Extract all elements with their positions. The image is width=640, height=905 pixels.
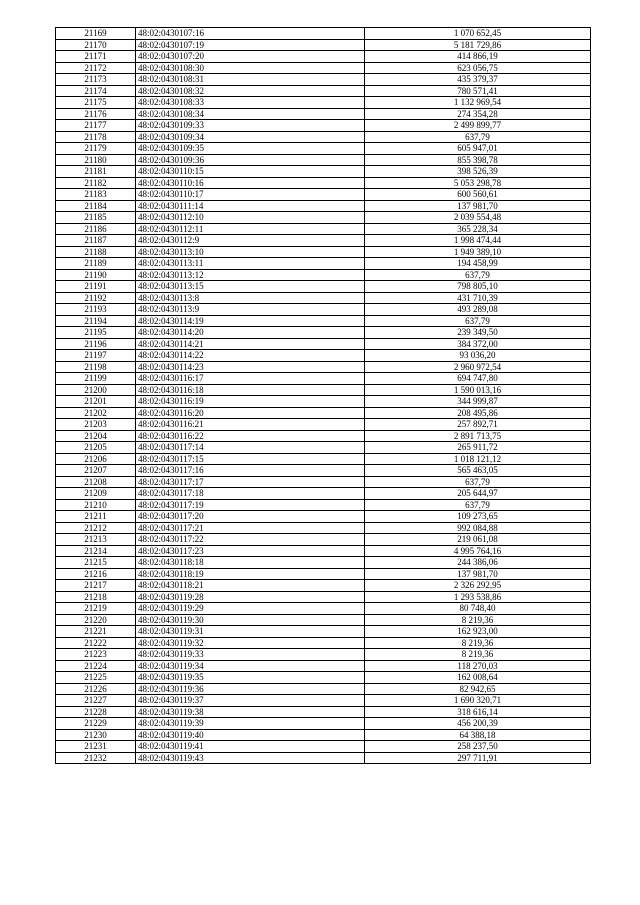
table-row bbox=[56, 706, 591, 718]
cadastral-number-cell: 48:02:0430118:19 bbox=[136, 568, 365, 580]
table-row bbox=[56, 177, 591, 189]
row-number-cell: 21222 bbox=[56, 637, 136, 649]
cadastral-number-cell: 48:02:0430112:9 bbox=[136, 235, 365, 247]
table-row bbox=[56, 637, 591, 649]
table-row bbox=[56, 591, 591, 603]
cadastral-value-cell: 431 710,39 bbox=[365, 292, 591, 304]
cadastral-number-cell: 48:02:0430114:22 bbox=[136, 350, 365, 362]
row-number-cell: 21177 bbox=[56, 120, 136, 132]
cadastral-number-cell: 48:02:0430113:10 bbox=[136, 246, 365, 258]
row-number-cell: 21224 bbox=[56, 660, 136, 672]
row-number-cell: 21213 bbox=[56, 534, 136, 546]
table-row bbox=[56, 327, 591, 339]
cadastral-number-cell: 48:02:0430113:12 bbox=[136, 269, 365, 281]
table-row bbox=[56, 350, 591, 362]
cadastral-number-cell: 48:02:0430108:30 bbox=[136, 62, 365, 74]
row-number-cell: 21203 bbox=[56, 419, 136, 431]
table-row bbox=[56, 499, 591, 511]
row-number-cell: 21229 bbox=[56, 718, 136, 730]
cadastral-value-cell: 1 590 013,16 bbox=[365, 384, 591, 396]
row-number-cell: 21206 bbox=[56, 453, 136, 465]
cadastral-number-cell: 48:02:0430109:34 bbox=[136, 131, 365, 143]
cadastral-number-cell: 48:02:0430119:28 bbox=[136, 591, 365, 603]
cadastral-value-table bbox=[55, 27, 591, 764]
row-number-cell: 21193 bbox=[56, 304, 136, 316]
table-row bbox=[56, 246, 591, 258]
table-row bbox=[56, 189, 591, 201]
table-row bbox=[56, 315, 591, 327]
cadastral-value-cell: 493 289,08 bbox=[365, 304, 591, 316]
cadastral-number-cell: 48:02:0430117:23 bbox=[136, 545, 365, 557]
table-row bbox=[56, 292, 591, 304]
cadastral-number-cell: 48:02:0430113:11 bbox=[136, 258, 365, 270]
cadastral-number-cell: 48:02:0430117:17 bbox=[136, 476, 365, 488]
cadastral-value-cell: 93 036,20 bbox=[365, 350, 591, 362]
cadastral-number-cell: 48:02:0430114:23 bbox=[136, 361, 365, 373]
row-number-cell: 21173 bbox=[56, 74, 136, 86]
cadastral-number-cell: 48:02:0430119:29 bbox=[136, 603, 365, 615]
cadastral-number-cell: 48:02:0430119:31 bbox=[136, 626, 365, 638]
cadastral-value-cell: 137 981,70 bbox=[365, 200, 591, 212]
row-number-cell: 21194 bbox=[56, 315, 136, 327]
row-number-cell: 21209 bbox=[56, 488, 136, 500]
cadastral-number-cell: 48:02:0430118:18 bbox=[136, 557, 365, 569]
cadastral-number-cell: 48:02:0430108:33 bbox=[136, 97, 365, 109]
row-number-cell: 21187 bbox=[56, 235, 136, 247]
table-row bbox=[56, 74, 591, 86]
cadastral-value-cell: 4 995 764,16 bbox=[365, 545, 591, 557]
cadastral-value-cell: 855 398,78 bbox=[365, 154, 591, 166]
row-number-cell: 21218 bbox=[56, 591, 136, 603]
cadastral-number-cell: 48:02:0430119:30 bbox=[136, 614, 365, 626]
cadastral-number-cell: 48:02:0430111:14 bbox=[136, 200, 365, 212]
cadastral-value-cell: 257 892,71 bbox=[365, 419, 591, 431]
row-number-cell: 21216 bbox=[56, 568, 136, 580]
table-row bbox=[56, 384, 591, 396]
row-number-cell: 21220 bbox=[56, 614, 136, 626]
cadastral-number-cell: 48:02:0430117:22 bbox=[136, 534, 365, 546]
table-row bbox=[56, 522, 591, 534]
table-row bbox=[56, 729, 591, 741]
cadastral-value-cell: 456 200,39 bbox=[365, 718, 591, 730]
table-row bbox=[56, 557, 591, 569]
cadastral-value-cell: 1 018 121,12 bbox=[365, 453, 591, 465]
table-row bbox=[56, 281, 591, 293]
row-number-cell: 21182 bbox=[56, 177, 136, 189]
table-row bbox=[56, 97, 591, 109]
row-number-cell: 21196 bbox=[56, 338, 136, 350]
cadastral-value-cell: 8 219,36 bbox=[365, 614, 591, 626]
row-number-cell: 21204 bbox=[56, 430, 136, 442]
cadastral-number-cell: 48:02:0430107:16 bbox=[136, 28, 365, 40]
table-row bbox=[56, 28, 591, 40]
row-number-cell: 21179 bbox=[56, 143, 136, 155]
cadastral-number-cell: 48:02:0430119:34 bbox=[136, 660, 365, 672]
row-number-cell: 21214 bbox=[56, 545, 136, 557]
table-row bbox=[56, 143, 591, 155]
cadastral-value-cell: 258 237,50 bbox=[365, 741, 591, 753]
row-number-cell: 21198 bbox=[56, 361, 136, 373]
row-number-cell: 21215 bbox=[56, 557, 136, 569]
row-number-cell: 21208 bbox=[56, 476, 136, 488]
table-row bbox=[56, 200, 591, 212]
cadastral-value-cell: 344 999,87 bbox=[365, 396, 591, 408]
cadastral-number-cell: 48:02:0430119:35 bbox=[136, 672, 365, 684]
table-row bbox=[56, 269, 591, 281]
cadastral-value-cell: 162 008,64 bbox=[365, 672, 591, 684]
cadastral-value-cell: 8 219,36 bbox=[365, 649, 591, 661]
table-row bbox=[56, 108, 591, 120]
cadastral-value-cell: 2 499 899,77 bbox=[365, 120, 591, 132]
cadastral-number-cell: 48:02:0430117:14 bbox=[136, 442, 365, 454]
table-row bbox=[56, 476, 591, 488]
row-number-cell: 21176 bbox=[56, 108, 136, 120]
row-number-cell: 21180 bbox=[56, 154, 136, 166]
row-number-cell: 21205 bbox=[56, 442, 136, 454]
cadastral-number-cell: 48:02:0430119:43 bbox=[136, 752, 365, 764]
cadastral-value-cell: 5 181 729,86 bbox=[365, 39, 591, 51]
table-row bbox=[56, 62, 591, 74]
cadastral-number-cell: 48:02:0430112:10 bbox=[136, 212, 365, 224]
table-row bbox=[56, 419, 591, 431]
cadastral-number-cell: 48:02:0430118:21 bbox=[136, 580, 365, 592]
table-row bbox=[56, 614, 591, 626]
table-row bbox=[56, 304, 591, 316]
cadastral-number-cell: 48:02:0430116:17 bbox=[136, 373, 365, 385]
cadastral-value-cell: 137 981,70 bbox=[365, 568, 591, 580]
table-row bbox=[56, 660, 591, 672]
table-row bbox=[56, 534, 591, 546]
cadastral-value-cell: 205 644,97 bbox=[365, 488, 591, 500]
cadastral-number-cell: 48:02:0430110:15 bbox=[136, 166, 365, 178]
cadastral-value-cell: 80 748,40 bbox=[365, 603, 591, 615]
table-row bbox=[56, 626, 591, 638]
cadastral-value-cell: 2 039 554,48 bbox=[365, 212, 591, 224]
cadastral-value-cell: 435 379,37 bbox=[365, 74, 591, 86]
cadastral-number-cell: 48:02:0430117:21 bbox=[136, 522, 365, 534]
cadastral-value-cell: 244 386,06 bbox=[365, 557, 591, 569]
cadastral-number-cell: 48:02:0430119:36 bbox=[136, 683, 365, 695]
cadastral-number-cell: 48:02:0430119:41 bbox=[136, 741, 365, 753]
row-number-cell: 21217 bbox=[56, 580, 136, 592]
cadastral-number-cell: 48:02:0430113:8 bbox=[136, 292, 365, 304]
cadastral-value-cell: 208 495,86 bbox=[365, 407, 591, 419]
table-row bbox=[56, 752, 591, 764]
cadastral-number-cell: 48:02:0430117:20 bbox=[136, 511, 365, 523]
cadastral-value-cell: 694 747,80 bbox=[365, 373, 591, 385]
row-number-cell: 21228 bbox=[56, 706, 136, 718]
cadastral-number-cell: 48:02:0430116:21 bbox=[136, 419, 365, 431]
cadastral-number-cell: 48:02:0430110:16 bbox=[136, 177, 365, 189]
cadastral-value-cell: 2 960 972,54 bbox=[365, 361, 591, 373]
cadastral-value-cell: 2 891 713,75 bbox=[365, 430, 591, 442]
cadastral-number-cell: 48:02:0430119:39 bbox=[136, 718, 365, 730]
table-row bbox=[56, 511, 591, 523]
table-row bbox=[56, 580, 591, 592]
table-row bbox=[56, 120, 591, 132]
table-row bbox=[56, 39, 591, 51]
row-number-cell: 21231 bbox=[56, 741, 136, 753]
cadastral-value-cell: 318 616,14 bbox=[365, 706, 591, 718]
row-number-cell: 21225 bbox=[56, 672, 136, 684]
cadastral-value-cell: 118 270,03 bbox=[365, 660, 591, 672]
table-row bbox=[56, 166, 591, 178]
row-number-cell: 21202 bbox=[56, 407, 136, 419]
cadastral-number-cell: 48:02:0430119:40 bbox=[136, 729, 365, 741]
cadastral-number-cell: 48:02:0430108:34 bbox=[136, 108, 365, 120]
table-row bbox=[56, 223, 591, 235]
table-row bbox=[56, 430, 591, 442]
row-number-cell: 21227 bbox=[56, 695, 136, 707]
row-number-cell: 21174 bbox=[56, 85, 136, 97]
cadastral-value-cell: 600 560,61 bbox=[365, 189, 591, 201]
table-row bbox=[56, 338, 591, 350]
cadastral-value-cell: 297 711,91 bbox=[365, 752, 591, 764]
cadastral-value-cell: 780 571,41 bbox=[365, 85, 591, 97]
row-number-cell: 21184 bbox=[56, 200, 136, 212]
cadastral-value-cell: 5 053 298,78 bbox=[365, 177, 591, 189]
cadastral-number-cell: 48:02:0430114:21 bbox=[136, 338, 365, 350]
cadastral-value-cell: 637,79 bbox=[365, 476, 591, 488]
row-number-cell: 21189 bbox=[56, 258, 136, 270]
cadastral-value-cell: 384 372,00 bbox=[365, 338, 591, 350]
row-number-cell: 21169 bbox=[56, 28, 136, 40]
table-row bbox=[56, 407, 591, 419]
row-number-cell: 21175 bbox=[56, 97, 136, 109]
row-number-cell: 21207 bbox=[56, 465, 136, 477]
cadastral-value-cell: 274 354,28 bbox=[365, 108, 591, 120]
row-number-cell: 21191 bbox=[56, 281, 136, 293]
cadastral-value-cell: 605 947,01 bbox=[365, 143, 591, 155]
cadastral-number-cell: 48:02:0430108:31 bbox=[136, 74, 365, 86]
row-number-cell: 21201 bbox=[56, 396, 136, 408]
cadastral-number-cell: 48:02:0430113:15 bbox=[136, 281, 365, 293]
row-number-cell: 21232 bbox=[56, 752, 136, 764]
cadastral-number-cell: 48:02:0430113:9 bbox=[136, 304, 365, 316]
cadastral-value-cell: 8 219,36 bbox=[365, 637, 591, 649]
cadastral-value-cell: 239 349,50 bbox=[365, 327, 591, 339]
table-row bbox=[56, 212, 591, 224]
cadastral-number-cell: 48:02:0430110:17 bbox=[136, 189, 365, 201]
table-row bbox=[56, 568, 591, 580]
cadastral-number-cell: 48:02:0430114:19 bbox=[136, 315, 365, 327]
cadastral-number-cell: 48:02:0430107:20 bbox=[136, 51, 365, 63]
cadastral-number-cell: 48:02:0430109:35 bbox=[136, 143, 365, 155]
row-number-cell: 21171 bbox=[56, 51, 136, 63]
row-number-cell: 21223 bbox=[56, 649, 136, 661]
cadastral-number-cell: 48:02:0430108:32 bbox=[136, 85, 365, 97]
row-number-cell: 21230 bbox=[56, 729, 136, 741]
cadastral-number-cell: 48:02:0430119:38 bbox=[136, 706, 365, 718]
row-number-cell: 21170 bbox=[56, 39, 136, 51]
table-row bbox=[56, 683, 591, 695]
row-number-cell: 21226 bbox=[56, 683, 136, 695]
table-row bbox=[56, 235, 591, 247]
row-number-cell: 21181 bbox=[56, 166, 136, 178]
cadastral-number-cell: 48:02:0430117:16 bbox=[136, 465, 365, 477]
cadastral-value-cell: 109 273,65 bbox=[365, 511, 591, 523]
cadastral-value-cell: 1 690 320,71 bbox=[365, 695, 591, 707]
table-row bbox=[56, 51, 591, 63]
table-row bbox=[56, 396, 591, 408]
row-number-cell: 21219 bbox=[56, 603, 136, 615]
row-number-cell: 21185 bbox=[56, 212, 136, 224]
row-number-cell: 21200 bbox=[56, 384, 136, 396]
cadastral-value-cell: 637,79 bbox=[365, 269, 591, 281]
table-row bbox=[56, 488, 591, 500]
row-number-cell: 21212 bbox=[56, 522, 136, 534]
row-number-cell: 21197 bbox=[56, 350, 136, 362]
cadastral-number-cell: 48:02:0430119:32 bbox=[136, 637, 365, 649]
table-row bbox=[56, 545, 591, 557]
cadastral-number-cell: 48:02:0430116:20 bbox=[136, 407, 365, 419]
cadastral-value-cell: 82 942,65 bbox=[365, 683, 591, 695]
cadastral-value-cell: 637,79 bbox=[365, 131, 591, 143]
row-number-cell: 21210 bbox=[56, 499, 136, 511]
cadastral-value-cell: 265 911,72 bbox=[365, 442, 591, 454]
table-row bbox=[56, 154, 591, 166]
row-number-cell: 21183 bbox=[56, 189, 136, 201]
cadastral-value-cell: 219 061,08 bbox=[365, 534, 591, 546]
cadastral-number-cell: 48:02:0430117:15 bbox=[136, 453, 365, 465]
table-row bbox=[56, 442, 591, 454]
cadastral-value-cell: 398 526,39 bbox=[365, 166, 591, 178]
row-number-cell: 21192 bbox=[56, 292, 136, 304]
cadastral-value-cell: 1 293 538,86 bbox=[365, 591, 591, 603]
cadastral-number-cell: 48:02:0430117:18 bbox=[136, 488, 365, 500]
cadastral-number-cell: 48:02:0430119:33 bbox=[136, 649, 365, 661]
cadastral-number-cell: 48:02:0430114:20 bbox=[136, 327, 365, 339]
row-number-cell: 21188 bbox=[56, 246, 136, 258]
table-row bbox=[56, 465, 591, 477]
cadastral-value-cell: 365 228,34 bbox=[365, 223, 591, 235]
table-row bbox=[56, 85, 591, 97]
cadastral-value-cell: 64 388,18 bbox=[365, 729, 591, 741]
cadastral-value-cell: 1 132 969,54 bbox=[365, 97, 591, 109]
cadastral-value-cell: 637,79 bbox=[365, 499, 591, 511]
table-body bbox=[56, 28, 591, 764]
row-number-cell: 21211 bbox=[56, 511, 136, 523]
cadastral-value-cell: 992 084,88 bbox=[365, 522, 591, 534]
cadastral-value-cell: 1 070 652,45 bbox=[365, 28, 591, 40]
table-row bbox=[56, 672, 591, 684]
row-number-cell: 21195 bbox=[56, 327, 136, 339]
cadastral-value-cell: 194 458,99 bbox=[365, 258, 591, 270]
cadastral-number-cell: 48:02:0430117:19 bbox=[136, 499, 365, 511]
row-number-cell: 21221 bbox=[56, 626, 136, 638]
cadastral-value-cell: 414 866,19 bbox=[365, 51, 591, 63]
table-row bbox=[56, 741, 591, 753]
cadastral-value-cell: 798 805,10 bbox=[365, 281, 591, 293]
cadastral-number-cell: 48:02:0430109:33 bbox=[136, 120, 365, 132]
cadastral-value-cell: 2 326 292,95 bbox=[365, 580, 591, 592]
row-number-cell: 21190 bbox=[56, 269, 136, 281]
table-row bbox=[56, 361, 591, 373]
row-number-cell: 21186 bbox=[56, 223, 136, 235]
cadastral-number-cell: 48:02:0430116:19 bbox=[136, 396, 365, 408]
cadastral-number-cell: 48:02:0430107:19 bbox=[136, 39, 365, 51]
cadastral-value-cell: 162 923,00 bbox=[365, 626, 591, 638]
cadastral-number-cell: 48:02:0430112:11 bbox=[136, 223, 365, 235]
cadastral-number-cell: 48:02:0430116:22 bbox=[136, 430, 365, 442]
table-row bbox=[56, 649, 591, 661]
table-row bbox=[56, 453, 591, 465]
cadastral-number-cell: 48:02:0430109:36 bbox=[136, 154, 365, 166]
table-row bbox=[56, 258, 591, 270]
table-row bbox=[56, 695, 591, 707]
cadastral-value-cell: 637,79 bbox=[365, 315, 591, 327]
cadastral-number-cell: 48:02:0430119:37 bbox=[136, 695, 365, 707]
row-number-cell: 21178 bbox=[56, 131, 136, 143]
row-number-cell: 21199 bbox=[56, 373, 136, 385]
table-row bbox=[56, 373, 591, 385]
cadastral-value-cell: 1 998 474,44 bbox=[365, 235, 591, 247]
cadastral-value-cell: 623 056,75 bbox=[365, 62, 591, 74]
cadastral-value-cell: 1 949 389,10 bbox=[365, 246, 591, 258]
row-number-cell: 21172 bbox=[56, 62, 136, 74]
table-row bbox=[56, 718, 591, 730]
table-row bbox=[56, 603, 591, 615]
cadastral-number-cell: 48:02:0430116:18 bbox=[136, 384, 365, 396]
cadastral-value-cell: 565 463,05 bbox=[365, 465, 591, 477]
table-row bbox=[56, 131, 591, 143]
